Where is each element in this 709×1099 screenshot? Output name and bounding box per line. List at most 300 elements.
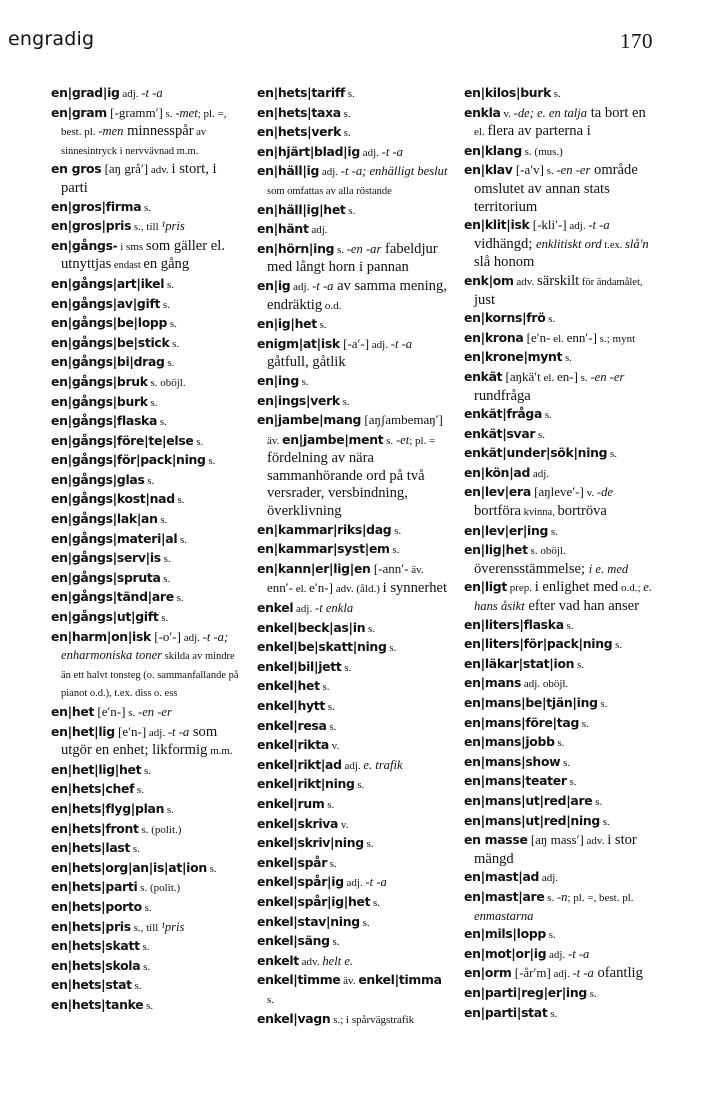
grammar-note: s. [326,720,337,733]
headword: en|hörn|ing [257,240,335,256]
dictionary-entry [51,608,243,628]
headword: en gros [51,161,102,177]
dictionary-entry [257,540,449,560]
grammar-note: s. [325,701,335,713]
grammar-note: s. [167,318,177,331]
pronunciation: [e′n-] [94,704,126,719]
grammar-note: s. [193,435,204,448]
dictionary-entry [464,616,656,636]
usage-note: som omfattas av alla röstande [267,185,392,197]
dictionary-entry [257,315,449,335]
headword: en|korns|frö [464,310,546,326]
dictionary-entry [51,878,243,898]
headword: en|ig [257,277,291,293]
pronunciation: [-gramm′] [106,104,163,120]
dictionary-entry [464,753,656,773]
headword: en|ligt [464,579,507,595]
headword: en|gångs|av|gift [51,295,161,311]
headword: en|gångs|burk [51,393,148,409]
grammar-note: ; pl. = [409,434,436,447]
grammar-note: adj. [308,224,328,237]
headword: en|gångs- [51,237,118,253]
dictionary-entry [257,411,449,521]
guide-word: engradig [8,28,95,50]
headword: en|hets|flyg|plan [51,800,165,816]
dictionary-entry [464,792,656,812]
grammar-note: s. [547,1007,558,1020]
dictionary-entry [464,348,656,368]
dictionary-entry [257,717,449,737]
dictionary-entry [464,984,656,1004]
headword: en|hets|org|an|is|at|ion [51,859,207,875]
grammar-note: s. [327,857,337,870]
dictionary-entry [464,868,656,888]
grammar-note: o.d.; [618,582,644,595]
dictionary-entry [51,217,243,237]
dictionary-entry [257,795,449,815]
headword: en|gångs|spruta [51,569,161,585]
headword: enkät|under|sök|ning [464,445,608,461]
dictionary-entry [464,674,656,694]
dictionary-entry [51,104,243,161]
grammar-note: s., till [130,921,162,934]
dictionary-entry [257,677,449,697]
dictionary-entry [464,578,656,615]
headword: en|häll|ig|het [257,201,346,217]
dictionary-entry [257,697,449,717]
dictionary-entry [464,464,656,484]
grammar-note: s. [562,352,572,365]
grammar-note: s. [131,980,142,993]
headword: en|mans [464,675,522,691]
headword: en|hets|stat [51,977,132,993]
grammar-note: s. [125,707,138,719]
pronunciation: [-a′-] [339,335,370,351]
grammar-note: adj. [369,338,391,351]
inflection: -t -a [572,966,594,981]
dictionary-entry [51,996,243,1016]
column-3 [464,84,656,1023]
inflection: -t -a [141,86,163,100]
inflection: enmastarna [474,908,534,923]
definition: rundfråga [474,387,531,404]
headword: en|gångs|ut|gift [51,609,159,625]
headword: en|hets|skola [51,957,141,973]
dictionary-entry [51,761,243,781]
inflection: -men [98,124,124,139]
inflection: -met [175,105,198,120]
dictionary-entry [464,1004,656,1024]
page-number: 170 [620,29,653,53]
definition: i stort, i parti [61,161,217,196]
headword: en|mans|ut|red|are [464,792,593,808]
grammar-note: s. [359,916,370,929]
grammar-note: s. [141,901,152,914]
grammar-note: el. [292,583,310,596]
headword: en|hets|skatt [51,938,140,954]
dictionary-entry [257,84,449,104]
grammar-note: v. [500,107,514,120]
pronunciation: [-ann′- [370,560,409,576]
pronunciation: [aŋʃambemaŋ′] [361,412,443,428]
definition: i enlighet med [534,579,619,596]
column-1 [51,84,243,1016]
inflection: -t -a [390,336,413,351]
inflection: helt e. [322,953,354,968]
headword: en|liters|flaska [464,616,564,632]
headword: en|hets|last [51,840,131,856]
grammar-note: s. [389,544,400,557]
grammar-note: s. [543,165,557,178]
pronunciation: [aŋ grå′] [101,161,149,177]
grammar-note: adj. [530,467,550,480]
dictionary-entry [257,277,449,315]
dictionary-entry [257,1010,449,1030]
dictionary-entry [51,198,243,218]
dictionary-entry [51,160,243,197]
usage-note: av sinnesintryck i nervvävnad m.m. [61,127,207,157]
grammar-note: adj. [146,726,168,739]
grammar-note: s. [544,891,557,904]
dictionary-entry [464,329,656,349]
headword: en|mast|ad [464,869,540,885]
headword: enigm|at|isk [257,335,340,351]
dictionary-entry [464,541,656,578]
headword: enkel|rikt|ad [257,756,342,772]
pronunciation: e′n-] [309,580,333,596]
pronunciation: [aŋleve′-] [530,484,584,500]
headword: en|läkar|stat|ion [464,655,575,671]
dictionary-entry [51,918,243,938]
grammar-note: s. (mus.) [521,145,563,158]
dictionary-entry [464,635,656,655]
grammar-note: s. oböjl. [147,376,186,389]
dictionary-entry [257,815,449,835]
grammar-note: adv. [298,955,323,968]
grammar-note: s. [162,107,176,120]
headword: enkel|skriv|ning [257,835,364,851]
grammar-note: s. [340,107,351,120]
definition: ta bort en [587,104,646,121]
inflection: -en -er [590,369,625,384]
headword: en|mans|be|tjän|ing [464,695,598,710]
grammar-note: s. [354,779,365,792]
dictionary-entry [464,104,656,142]
definition: efter vad han anser [524,598,639,615]
dictionary-entry [51,703,243,723]
grammar-note: adj. [546,948,568,961]
dictionary-entry [257,104,449,124]
headword: en|het|lig|het [51,761,142,777]
headword: enkät [464,368,503,384]
dictionary-entry [51,530,243,550]
dictionary-entry [51,471,243,491]
grammar-note: s. [329,936,340,949]
grammar-note: s. [169,337,180,350]
headword: enkel|rikt|ning [257,776,355,792]
headword: en|krona [464,329,524,345]
grammar-note: s. [391,524,402,537]
definition: slå honom [474,254,535,271]
grammar-note: s. [383,434,396,447]
definition: minnesspår [123,123,194,140]
dictionary-entry [257,560,449,599]
grammar-note: s. [577,371,591,384]
grammar-note: adj. [290,280,313,293]
grammar-note: ; pl. =, best. pl. [567,891,634,904]
inflection: -t enkla [315,601,354,616]
grammar-note: s. [554,737,565,750]
headword: en|gångs|be|lopp [51,315,168,331]
dictionary-entry [51,820,243,840]
grammar-note: adj. [293,603,315,616]
headword: enkel|spår|ig|het [257,893,371,909]
headword: en|gångs|tänd|are [51,589,174,605]
headword: enkel|skriva [257,815,339,831]
dictionary-entry [464,772,656,792]
headword: enk|om [464,272,514,288]
dictionary-entry [464,309,656,329]
grammar-note: s. (polit.) [138,823,182,836]
headword: en|mils|lopp [464,926,546,942]
definition: bortföra [474,503,522,520]
inflection: -t -a [365,875,387,890]
headword: en|liters|för|pack|ning [464,636,613,652]
inflection: -t -a [568,946,590,961]
headword: en|gångs|glas [51,471,145,487]
grammar-note: s. [140,960,151,973]
pronunciation: enn′- [267,580,293,596]
dictionary-entry [51,976,243,996]
definition: som gäller el. utnyttjas [61,237,225,273]
inflection: ¹pris [161,919,185,934]
headword: en|mot|or|ig [464,945,547,961]
grammar-note: s. oböjl. [527,545,566,558]
dictionary-entry [257,372,449,392]
headword: en|hets|taxa [257,104,341,120]
dictionary-entry [257,599,449,619]
grammar-note: adj. [319,166,341,179]
pronunciation: en-] [556,368,578,384]
headword: enkel|beck|as|in [257,619,366,635]
headword: en|mans|ut|red|ning [464,812,600,828]
dictionary-entry [464,272,656,309]
headword: enkel|rum [257,795,325,811]
dictionary-entry [51,549,243,569]
definition: av samma mening, endräktig [267,277,447,313]
definition: fabeldjur med långt horn i pannan [267,240,438,276]
usage-note: skilda av mindre än ett halvt tonsteg (o. sammanfallande på pianot o.d.), t.ex. diss o. ess [61,651,239,700]
dictionary-entry [257,873,449,893]
dictionary-entry [257,913,449,933]
dictionary-entry [257,123,449,143]
headword: en|ig|het [257,316,317,332]
dictionary-entry [51,237,243,275]
headword: en|lev|era [464,484,531,500]
inflection: -t -a [588,218,610,233]
grammar-note: s. [607,448,618,461]
headword: en|parti|stat [464,1004,548,1020]
dictionary-entry [257,201,449,221]
grammar-note: s. [134,784,144,797]
grammar-note: s. [548,525,558,538]
dictionary-entry [464,694,656,714]
headword: en|klang [464,142,522,158]
grammar-note: el. [540,371,557,384]
grammar-note: v. [583,487,597,500]
grammar-note: s. [341,661,352,674]
grammar-note: s. [339,395,350,408]
pronunciation: [-år′m] [511,965,551,981]
headword: enkel|resa [257,717,327,733]
dictionary-entry [51,295,243,315]
grammar-note: s. [592,795,603,808]
pronunciation: [-o′-] [151,628,181,644]
headword: en|hets|chef [51,781,135,797]
grammar-note: s. [143,999,154,1012]
headword: en|het|lig [51,723,115,739]
grammar-note: adj. [550,968,573,981]
inflection: i e. med [588,561,629,576]
grammar-note: adj. [343,877,366,890]
dictionary-entry [51,628,243,703]
dictionary-entry [51,957,243,977]
usage-note: kvinna, [521,507,558,519]
dictionary-entry [464,368,656,405]
grammar-note: adj. [566,220,589,233]
dictionary-entry [464,964,656,984]
definition: vidhängd; [474,235,537,252]
grammar-note: s. [319,681,330,694]
headword: en|mans|show [464,753,561,769]
dictionary-entry [51,393,243,413]
headword: enkel|timme [257,972,341,988]
grammar-note: s. [205,455,216,468]
dictionary-entry [464,714,656,734]
grammar-note: s.; mynt [596,332,636,345]
headword: en|gångs|materi|al [51,530,178,546]
headword: en|jambe|ment [282,431,384,447]
dictionary-entry [51,859,243,879]
grammar-note: s., till [131,221,162,234]
headword: en|hets|parti [51,879,138,895]
dictionary-entry [464,444,656,464]
dictionary-entry [257,775,449,795]
headword: en|gångs|bruk [51,373,148,389]
inflection: e. hans åsikt [474,580,653,614]
headword: en|hets|pris [51,918,131,934]
grammar-note: äv. [267,434,283,447]
headword: en masse [464,832,528,848]
definition: som utgör en enhet; likformig [61,723,218,759]
headword: en|mans|teater [464,773,567,789]
dictionary-entry [257,521,449,541]
headword: en|gros|firma [51,198,142,214]
usage-note: för ändamålet, [579,276,643,288]
headword: en|lig|het [464,542,528,558]
headword: en|gångs|lak|an [51,511,158,527]
inflection: -de; e. en talja [513,105,588,120]
grammar-note: s. [370,896,381,909]
grammar-note: s. [612,639,623,652]
grammar-note: adv. [513,275,538,288]
headword: en|krone|mynt [464,349,563,365]
grammar-note: s. [574,658,584,671]
column-2 [257,84,449,1029]
pronunciation: [e′n-] [114,723,147,739]
grammar-note: v. [328,740,340,753]
dictionary-entry [257,971,449,1009]
dictionary-entry [257,736,449,756]
grammar-note: s. [158,612,169,625]
headword: enkät|fråga [464,406,543,422]
headword: en|het [51,704,95,719]
headword: enkel|rikta [257,737,329,753]
grammar-note: s. [316,319,327,332]
definition: flera av parterna i [487,123,591,140]
headword: en|hets|tanke [51,996,144,1012]
grammar-note: adj. [341,759,364,772]
definition: särskilt [537,272,580,289]
dictionary-entry [464,161,656,216]
inflection: -en -er [556,163,591,178]
grammar-note: adj. [119,88,142,100]
headword: en|hets|front [51,820,139,836]
headword: en|gram [51,104,107,120]
dictionary-entry [464,216,656,272]
headword: enkel|het [257,678,320,694]
dictionary-entry [51,451,243,471]
grammar-note: el. [550,332,567,345]
pronunciation: [e′n- [523,329,551,345]
grammar-note: s. [141,764,152,777]
grammar-note: s. (polit.) [137,882,181,895]
definition: just [474,291,496,308]
headword: en|lev|er|ing [464,522,549,538]
headword: en|ings|verk [257,392,340,408]
headword: en|hets|porto [51,898,142,914]
dictionary-entry [257,756,449,776]
grammar-note: s. [157,416,167,429]
inflection: ¹pris [161,219,185,234]
grammar-note: adv. (åld.) [332,583,383,596]
grammar-note: s. [386,642,397,655]
inflection: enklitiskt ord [536,236,602,251]
dictionary-entry [51,84,243,104]
headword: en|orm [464,965,512,981]
headword: enkel|spår|ig [257,874,344,890]
dictionary-entry [257,619,449,639]
headword: en|klav [464,162,513,178]
headword: enkel|spår [257,854,328,870]
headword: en|hets|verk [257,124,342,140]
dictionary-entry [257,893,449,913]
headword: enkel|be|skatt|ning [257,639,387,655]
headword: enkel [257,600,294,616]
grammar-note: s. [363,838,374,851]
grammar-note: s. [164,357,175,370]
grammar-note: i sms [117,240,146,253]
dictionary-entry [257,392,449,412]
headword: en|gångs|be|stick [51,334,170,350]
grammar-note: adj. [359,146,382,159]
grammar-note: s. [267,993,275,1006]
dictionary-entry [257,335,449,372]
dictionary-entry [257,854,449,874]
headword: en|kammar|syst|em [257,541,390,557]
grammar-note: m.m. [207,745,233,758]
headword: en|klit|isk [464,217,530,233]
